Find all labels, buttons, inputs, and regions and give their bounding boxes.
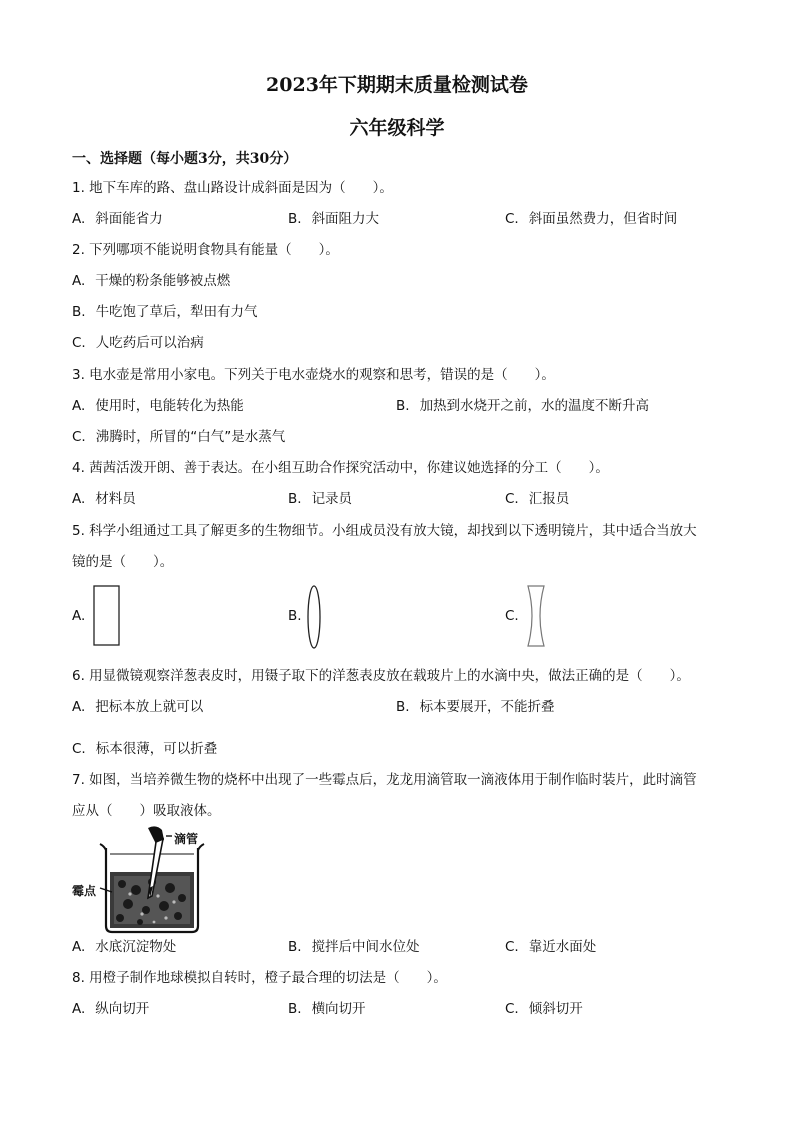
option-text: 干燥的粉条能够被点燃 (95, 273, 231, 289)
option-letter: A. (72, 491, 86, 507)
question-8-option-b[interactable] (288, 997, 366, 1017)
option-text: 斜面能省力 (95, 211, 163, 227)
option-text: 靠近水面处 (528, 939, 597, 955)
question-5-stem-line2: 镜的是（ ）。 (72, 554, 174, 570)
rectangular-lens-icon (93, 585, 121, 647)
option-text: 汇报员 (528, 491, 570, 507)
question-7-option-a[interactable] (72, 935, 176, 955)
option-text: 横向切开 (311, 1001, 366, 1017)
question-3-stem: 3. 电水壶是常用小家电。下列关于电水壶烧水的观察和思考，错误的是（ ）。 (72, 367, 555, 383)
option-text: 斜面阻力大 (311, 211, 380, 227)
option-letter: B. (288, 1001, 302, 1017)
question-4-stem: 4. 茜茜活泼开朗、善于表达。在小组互助合作探究活动中，你建议她选择的分工（ ）。 (72, 460, 609, 476)
convex-lens-icon (305, 584, 323, 650)
option-letter: C. (505, 491, 519, 507)
question-2-option-b[interactable] (72, 300, 258, 320)
option-letter: B. (72, 304, 86, 320)
exam-subtitle: 六年级科学 (349, 117, 445, 139)
question-3-option-a[interactable] (72, 394, 244, 414)
question-1-option-c[interactable] (505, 207, 677, 227)
question-5-stem-line1: 5. 科学小组通过工具了解更多的生物细节。小组成员没有放大镜，却找到以下透明镜片，其中适合当放大 (72, 523, 697, 539)
option-letter: C. (505, 939, 519, 955)
option-letter: C. (72, 429, 86, 445)
question-4-option-b[interactable] (288, 487, 352, 507)
option-letter: B. (288, 608, 302, 624)
option-text: 加热到水烧开之前，水的温度不断升高 (419, 398, 650, 414)
option-letter: A. (72, 939, 86, 955)
concave-lens-icon (525, 584, 547, 648)
question-8-option-c[interactable] (505, 997, 583, 1017)
option-letter: B. (396, 699, 410, 715)
option-text: 把标本放上就可以 (95, 699, 204, 715)
option-text: 人吃药后可以治病 (95, 335, 204, 351)
question-5-option-b[interactable] (288, 608, 302, 624)
option-letter: B. (396, 398, 410, 414)
question-5-option-a[interactable] (72, 608, 85, 624)
question-3-option-c[interactable] (72, 425, 285, 445)
section-heading: 一、选择题（每小题3分，共30分） (72, 151, 298, 167)
option-text: 水底沉淀物处 (95, 939, 177, 955)
question-7-option-c[interactable] (505, 935, 596, 955)
question-1-option-a[interactable] (72, 207, 163, 227)
option-letter: B. (288, 939, 302, 955)
option-letter: C. (505, 1001, 519, 1017)
option-letter: A. (72, 273, 86, 289)
option-letter: A. (72, 699, 86, 715)
question-2-option-a[interactable] (72, 269, 230, 289)
option-text: 材料员 (95, 491, 136, 507)
question-7-stem-line2: 应从（ ）吸取液体。 (72, 803, 221, 819)
option-text: 搅拌后中间水位处 (311, 939, 420, 955)
option-letter: A. (72, 1001, 86, 1017)
option-text: 倾斜切开 (528, 1001, 583, 1017)
question-3-option-b[interactable] (396, 394, 649, 414)
question-4-option-c[interactable] (505, 487, 569, 507)
question-7-option-b[interactable] (288, 935, 420, 955)
option-text: 沸腾时，所冒的“白气”是水蒸气 (95, 429, 286, 445)
option-text: 标本要展开，不能折叠 (419, 699, 555, 715)
option-letter: A. (72, 608, 86, 624)
question-6-option-a[interactable] (72, 695, 203, 715)
option-text: 纵向切开 (95, 1001, 150, 1017)
exam-title: 2023年下期期末质量检测试卷 (266, 74, 528, 96)
question-2-option-c[interactable] (72, 331, 204, 351)
question-6-option-b[interactable] (396, 695, 555, 715)
option-text: 牛吃饱了草后，犁田有力气 (95, 304, 258, 320)
option-text: 斜面虽然费力，但省时间 (528, 211, 678, 227)
dropper-label: 滴管 (174, 832, 199, 846)
question-5-option-c[interactable] (505, 608, 519, 624)
question-1-option-b[interactable] (288, 207, 379, 227)
question-6-stem: 6. 用显微镜观察洋葱表皮时，用镊子取下的洋葱表皮放在载玻片上的水滴中央，做法正确的是（ ）。 (72, 668, 690, 684)
question-7-stem-line1: 7. 如图，当培养微生物的烧杯中出现了一些霉点后，龙龙用滴管取一滴液体用于制作临时装片，此时滴管 (72, 772, 697, 788)
option-letter: C. (72, 741, 86, 757)
option-letter: C. (505, 211, 519, 227)
option-letter: B. (288, 491, 302, 507)
question-4-option-a[interactable] (72, 487, 136, 507)
option-letter: B. (288, 211, 302, 227)
option-letter: A. (72, 398, 86, 414)
question-2-stem: 2. 下列哪项不能说明食物具有能量（ ）。 (72, 242, 339, 258)
option-text: 标本很薄，可以折叠 (95, 741, 218, 757)
option-text: 使用时，电能转化为热能 (95, 398, 244, 414)
option-letter: A. (72, 211, 86, 227)
option-letter: C. (505, 608, 519, 624)
question-1-stem: 1. 地下车库的路、盘山路设计成斜面是因为（ ）。 (72, 180, 393, 196)
question-6-option-c[interactable] (72, 737, 217, 757)
option-letter: C. (72, 335, 86, 351)
question-8-option-a[interactable] (72, 997, 149, 1017)
question-8-stem: 8. 用橙子制作地球模拟自转时，橙子最合理的切法是（ ）。 (72, 970, 447, 986)
option-text: 记录员 (311, 491, 353, 507)
mold-spot-label: 霉点 (72, 884, 97, 898)
